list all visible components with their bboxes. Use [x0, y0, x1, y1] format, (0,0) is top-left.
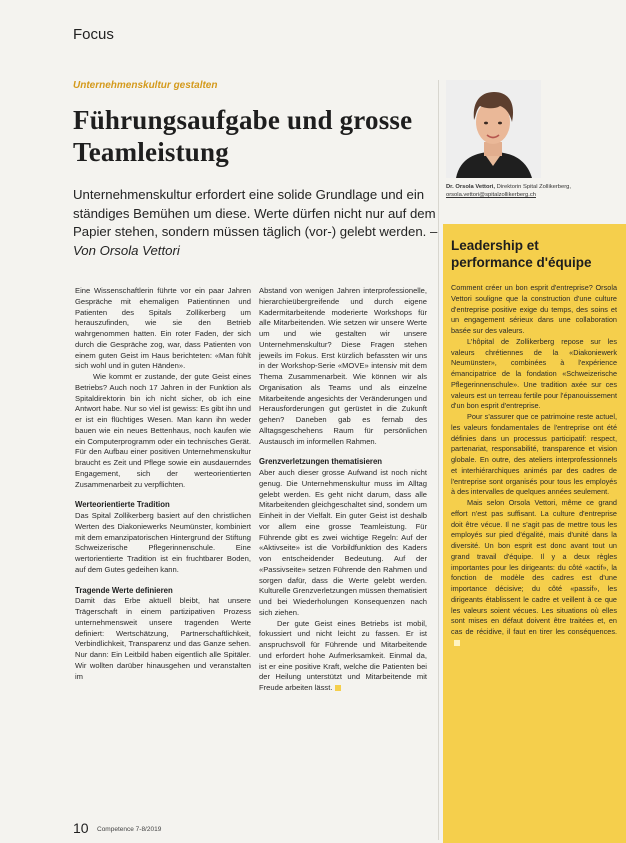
paragraph [259, 619, 427, 694]
summary-body [451, 283, 617, 649]
body-column-2 [259, 286, 427, 694]
subheading: Werteorientierte Tradition [75, 500, 170, 510]
paragraph: Das Spital Zollikerberg basiert auf den christlichen Werten des Diakoniewerks Neumünster, kombiniert mit dem emanzipatorischen Hintergrund der Stiftung Schweizerische Pflegerinnenschule. Eine wertorientierte Tradition ist ein fruchtbarer Boden, auf dem Gutes gedeihen kann. [75, 511, 251, 574]
magazine-issue: Competence 7-8/2019 [97, 826, 162, 833]
article-title: Führungsaufgabe und grosse Teamleistung [73, 105, 413, 167]
paragraph-text: Mais selon Orsola Vettori, même ce grand effort n'est pas suffisant. La culture d'entreprise doit être vécue. Il ne s'agit pas de mettre tous les employés sur pied d'égalité, mais d'unité dans la diversité. Un bon esprit est donc avant tout un grand travail d'équipe. Il y a deux règles importantes pour les dirigeants: du côté «actif», la fonction de modèle des cadres est d'une importance décisive; du côté «passif», les dirigeants établissent le cadre et veillent à ce que les valeurs soient vécues. Les situations où elles sont mises en défaut doivent être traitées et, en cas de récidive, il faut en tirer les conséquences. [451, 498, 617, 636]
end-mark-icon [454, 640, 460, 646]
article-author: Von Orsola Vettori [73, 242, 180, 258]
article-lead [73, 186, 443, 260]
author-portrait [446, 80, 541, 178]
paragraph: L'hôpital de Zollikerberg repose sur les valeurs chrétiennes de la «Diakoniewerk Neumünster», combinées à l'expérience émancipatrice de la fondation «Schweizerische Pflegerinnenschule». Une tradition axée sur ces valeurs est un terreau fertile pour l'épanouissement d'un bon esprit d'entreprise. [451, 336, 617, 411]
column-divider [438, 80, 439, 840]
paragraph: Abstand von wenigen Jahren interprofessionelle, hierarchieübergreifende und durch eigene Kadermitarbeitende moderierte Workshops für alle Mitarbeitenden. Wie setzen wir unsere Werte um und wie gestalten wir unsere Unternehmenskultur? Diese Fragen stehen jeweils im Fokus. Erst kürzlich befassten wir uns in der Workshop-Serie «MOVE» intensiv mit dem Thema Zusammenarbeit. Wie können wir als Organisation als Teams und als einzelne Mitarbeitende angesichts der Veränderungen und Herausforderungen gut gerüstet in die Zukunft gehen? Daneben gab es fernab des Alltagsgeschehens Raum für persönlichen Austausch im informellen Rahmen. [259, 286, 427, 446]
subheading: Tragende Werte definieren [75, 585, 173, 595]
paragraph: Aber auch dieser grosse Aufwand ist noch nicht genug. Die Unternehmenskultur muss im Alltag gelebt werden. Es geht nicht darum, dass alle Mitarbeitenden gleichgeschaltet sind, sondern um Einheit in der Vielfalt. Ein guter Geist ist deshalb vor allem eine grosse Teamleistung. Für Führende gibt es zwei wichtige Regeln: Auf der «Aktivseite» ist die Vorbildfunktion des Kaders von entscheidender Bedeutung. Auf der «Passivseite» setzen Führende den Rahmen und sorgen dafür, dass die Werte gelebt werden. Kulturelle Grenzverletzungen müssen thematisiert und bei Wiederholungen Konsequenzen nach sich ziehen. [259, 468, 427, 617]
paragraph [451, 498, 617, 649]
paragraph: Eine Wissenschaftlerin führte vor ein paar Jahren Gespräche mit ehemaligen Patientinnen und Patienten des Spitals Zollikerberg um herauszufinden, wie sie den Betrieb wahrgenommen hatten. Ein roter Faden, der sich durch die Gespräche zog, war, dass Patienten von einem guten Geist im Haus berichteten: «Man fühlt sich wohl und in guten Händen». [75, 286, 251, 371]
lead-text: Unternehmenskultur erfordert eine solide Grundlage und ein ständiges Bemühen um diese. Werte dürfen nicht nur auf dem Papier stehen, sondern müssen täglich (vor-) gelebt werden. – [73, 187, 438, 239]
summary-title: Leadership et performance d'équipe [451, 238, 592, 270]
portrait-photo-icon [446, 80, 541, 178]
article-kicker: Unternehmenskultur gestalten [73, 80, 218, 91]
caption-name: Dr. Orsola Vettori, [446, 184, 495, 190]
section-header: Focus [73, 26, 114, 43]
caption-role: Direktorin Spital Zollikerberg, [496, 184, 572, 190]
paragraph: Comment créer un bon esprit d'entreprise? Orsola Vettori souligne que la construction d'une culture d'entreprise positive exige du temps, des soins et un engagement sérieux dans une collaboration basée sur des valeurs. [451, 283, 617, 335]
paragraph: Damit das Erbe aktuell bleibt, hat unsere Trägerschaft in einem partizipativen Prozess unternehmensweit unsere tragenden Werte definiert: Wertschätzung, Partnerschaftlichkeit, Verbindlichkeit, Transparenz und das Ganze sehen. Nur dann: Ein Leitbild haben eigentlich alle Spitäler. Wir wollten darüber hinausgehen und veranstalten im [75, 596, 251, 681]
page-number: 10 [73, 820, 89, 836]
paragraph: Wie kommt er zustande, der gute Geist eines Betriebs? Auch noch 17 Jahren in der Funktion als Spitaldirektorin bin ich nicht sicher, ob ich eine Antwort habe. Nur so viel ist gewiss: Es gibt ihn und er ist ein flüchtiges Wesen. Man kann ihn weder bauen wie ein neues Bettenhaus, noch kaufen wie ein Computerprogramm oder ein technisches Gerät. Für den Aufbau einer positiven Unternehmenskultur braucht es Zeit und Pflege sowie ein ausdauerndes Engagement, sich der werteorientierten Zusammenarbeit zu verpflichten. [75, 372, 251, 489]
caption-email-link[interactable]: orsola.vettori@spitalzollikerberg.ch [446, 192, 536, 198]
paragraph-text: Der gute Geist eines Betriebs ist mobil, fokussiert und nicht leicht zu fassen. Er ist anspruchsvoll für Führende und Mitarbeitende und erfordert hohe Aufmerksamkeit. Einmal da, ist er eine positive Kraft, welche die Patienten bei der Heilung unterstützt und Mitarbeitende mit Freude arbeiten lässt. [259, 618, 427, 692]
portrait-caption [446, 183, 624, 199]
subheading: Grenzverletzungen thematisieren [259, 457, 383, 467]
end-mark-icon [335, 685, 341, 691]
body-column-1 [75, 286, 251, 682]
paragraph: Pour s'assurer que ce patrimoine reste actuel, les valeurs fondamentales de l'entreprise ont été définies dans un processus participatif: respect, partenariat, responsabilité, transparence et vision globale. En outre, des ateliers interprofessionnels et interhiérarchiques animés par des cadres de l'entreprise sont organisés pour tous les employés à des intervalles de quelques années seulement. [451, 412, 617, 497]
